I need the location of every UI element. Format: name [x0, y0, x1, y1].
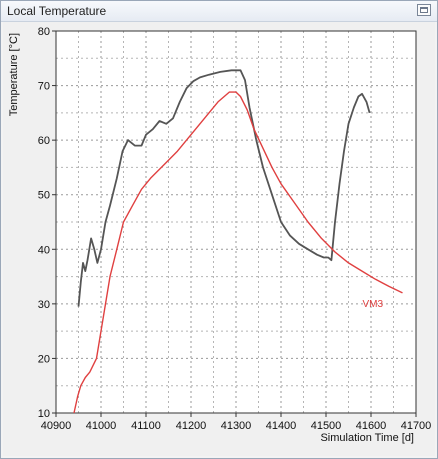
x-tick-label: 41700	[400, 420, 432, 432]
maximize-icon[interactable]	[417, 4, 431, 16]
y-tick-label: 10	[37, 408, 50, 420]
plot-panel	[3, 22, 435, 456]
window-title: Local Temperature	[7, 4, 107, 18]
y-tick-label: 80	[37, 26, 50, 38]
x-axis-label: Simulation Time [d]	[320, 432, 414, 444]
y-tick-label: 50	[37, 189, 50, 202]
x-tick-label: 41400	[265, 420, 297, 432]
y-tick-label: 60	[37, 135, 50, 148]
window-titlebar[interactable]	[1, 1, 437, 22]
temperature-chart	[3, 22, 435, 456]
y-tick-label: 40	[37, 244, 50, 257]
x-tick-label: 41000	[85, 420, 117, 432]
x-tick-label: 41100	[131, 420, 161, 432]
x-tick-label: 41300	[220, 420, 252, 432]
x-tick-label: 41600	[355, 420, 387, 432]
y-tick-label: 20	[37, 353, 50, 366]
y-tick-label: 70	[37, 80, 50, 93]
x-tick-label: 41500	[310, 420, 342, 432]
y-axis-label: Temperature [°C]	[8, 33, 20, 117]
x-tick-label: 40900	[40, 420, 72, 432]
series-label-vm3: VM3	[362, 298, 384, 310]
x-tick-label: 41200	[175, 420, 207, 432]
y-tick-label: 30	[37, 298, 50, 311]
